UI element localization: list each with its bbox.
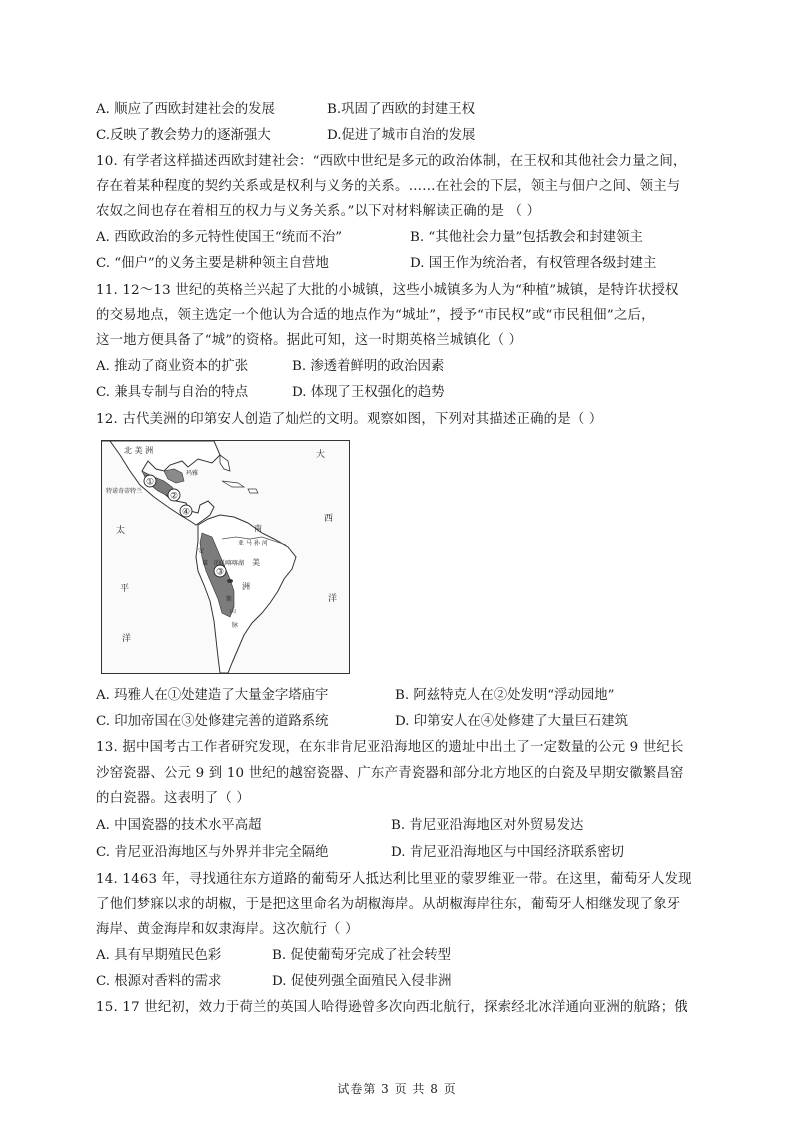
q13-stem-line-3: 的白瓷器。这表明了（ ）: [96, 791, 250, 806]
q14-option-d[interactable]: D. 促使列强全面殖民入侵非洲: [272, 974, 452, 989]
label-pacific-2: 平: [120, 584, 130, 594]
q10-stem-line-1: 10. 有学者这样描述西欧封建社会：“西欧中世纪是多元的政治体制，在王权和其他社会力量之间，: [96, 154, 687, 169]
q14-option-c[interactable]: C. 根源对香料的需求: [96, 974, 222, 989]
label-south-america-1: 南: [254, 524, 262, 533]
q11-option-b[interactable]: B. 渗透着鲜明的政治因素: [292, 359, 445, 374]
q11-stem-line-1: 11. 12～13 世纪的英格兰兴起了大批的小城镇，这些小城镇多为人为“种植”城镇，是特许状授权: [96, 283, 679, 298]
caribbean-island-2: [248, 489, 258, 493]
label-andes-3: 斯: [226, 596, 233, 603]
q14-stem-line-3: 海岸、黄金海岸和奴隶海岸。这次航行（ ）: [96, 922, 359, 937]
q9-option-d[interactable]: D.促进了城市自治的发展: [327, 128, 476, 143]
label-amazon: 亚 马 孙 河: [238, 540, 268, 547]
q9-option-c[interactable]: C.反映了教会势力的逐渐强大: [96, 128, 271, 143]
q14-stem-line-1: 14. 1463 年，寻找通往东方道路的葡萄牙人抵达利比里亚的蒙罗维亚一带。在这里，葡萄牙人发现: [96, 872, 692, 887]
q13-option-d[interactable]: D. 肯尼亚沿海地区与中国经济联系密切: [391, 845, 625, 860]
q11-option-c[interactable]: C. 兼具专制与自治的特点: [96, 385, 249, 400]
label-titicaca: 的的喀喀湖: [214, 560, 245, 567]
label-andes-1: 安: [198, 548, 205, 555]
q10-option-d[interactable]: D. 国王作为统治者，有权管理各级封建主: [410, 256, 657, 271]
label-atlantic-3: 洋: [328, 594, 338, 604]
q9-option-a[interactable]: A. 顺应了西欧封建社会的发展: [96, 102, 275, 117]
q10-stem-line-2: 存在着某种程度的契约关系或是权利与义务的关系。……在社会的下层，领主与佃户之间、领主与: [96, 179, 681, 194]
marker-1-label: ①: [145, 477, 155, 488]
q10-option-a[interactable]: A. 西欧政治的多元特性使国王“统而不治”: [96, 230, 343, 245]
q10-stem-line-3: 农奴之间也存在着相互的权力与义务关系。”以下对材料解读正确的是 （ ）: [96, 204, 541, 219]
caribbean-island: [222, 481, 244, 487]
q12-option-c[interactable]: C. 印加帝国在③处修建完善的道路系统: [96, 714, 329, 729]
q13-stem-line-2: 沙窑瓷器、公元 9 到 10 世纪的越窑瓷器、广东产青瓷器和部分北方地区的白瓷及早期安徽繁昌窑: [96, 766, 684, 781]
q14-stem-line-2: 了他们梦寐以求的胡椒，于是把这里命名为胡椒海岸。从胡椒海岸往东，葡萄牙人相继发现了象牙: [96, 897, 681, 912]
q12-option-d[interactable]: D. 印第安人在④处修建了大量巨石建筑: [395, 714, 629, 729]
americas-map: [101, 440, 350, 674]
label-andes-5: 脉: [232, 622, 239, 629]
marker-2-label: ②: [169, 491, 179, 502]
marker-3-label: ③: [215, 567, 225, 578]
q11-option-d[interactable]: D. 体现了王权强化的趋势: [292, 385, 445, 400]
maya-region-shading: [164, 469, 184, 483]
page-footer: 试卷第 3 页 共 8 页: [337, 1082, 457, 1096]
q13-option-b[interactable]: B. 肯尼亚沿海地区对外贸易发达: [391, 818, 584, 833]
label-andes-2: 第: [202, 560, 209, 567]
label-atlantic-2: 西: [324, 514, 334, 524]
q11-stem-line-2: 的交易地点，领主选定一个他认为合适的地点作为“城址”，授予“市民权”或“市民租佃”之后，: [96, 308, 655, 323]
q12-stem-line-1: 12. 古代美洲的印第安人创造了灿烂的文明。观察如图，下列对其描述正确的是（ ）: [96, 412, 603, 427]
label-north-america: 北 美 洲: [124, 446, 154, 455]
q14-option-b[interactable]: B. 促使葡萄牙完成了社会转型: [272, 948, 452, 963]
q12-option-b[interactable]: B. 阿兹特克人在②处发明“浮动园地”: [395, 688, 615, 703]
q15-stem-line-1: 15. 17 世纪初，效力于荷兰的英国人哈得逊曾多次向西北航行，探索经北冰洋通向亚洲的航路；俄: [96, 1000, 688, 1015]
label-andes-4: 山: [230, 608, 237, 615]
florida-peninsula: [220, 455, 230, 471]
label-south-america-2: 美: [252, 558, 260, 567]
q11-stem-line-3: 这一地方便具备了“城”的资格。据此可知，这一时期英格兰城镇化（ ）: [96, 333, 523, 348]
marker-4-label: ④: [181, 507, 191, 518]
label-south-america-3: 洲: [242, 582, 250, 591]
label-pacific-1: 太: [116, 526, 126, 536]
label-texcoco: 特诺奇蒂特兰: [106, 488, 143, 495]
q11-option-a[interactable]: A. 推动了商业资本的扩张: [96, 359, 249, 374]
q10-option-c[interactable]: C. “佃户”的义务主要是耕种领主自营地: [96, 256, 329, 271]
q13-stem-line-1: 13. 据中国考古工作者研究发现，在东非肯尼亚沿海地区的遗址中出土了一定数量的公元 9 世纪长: [96, 740, 684, 755]
q9-option-b[interactable]: B.巩固了西欧的封建王权: [327, 102, 476, 117]
label-maya: 玛雅: [186, 470, 199, 477]
americas-map-svg: [102, 441, 349, 673]
label-atlantic-1: 大: [316, 450, 326, 460]
lake-titicaca: [227, 579, 233, 583]
q10-option-b[interactable]: B. “其他社会力量”包括教会和封建领主: [410, 230, 643, 245]
q13-option-c[interactable]: C. 肯尼亚沿海地区与外界并非完全隔绝: [96, 845, 329, 860]
q14-option-a[interactable]: A. 具有早期殖民色彩: [96, 948, 222, 963]
q13-option-a[interactable]: A. 中国瓷器的技术水平高超: [96, 818, 262, 833]
q12-option-a[interactable]: A. 玛雅人在①处建造了大量金字塔庙宇: [96, 688, 329, 703]
label-pacific-3: 洋: [122, 634, 132, 644]
